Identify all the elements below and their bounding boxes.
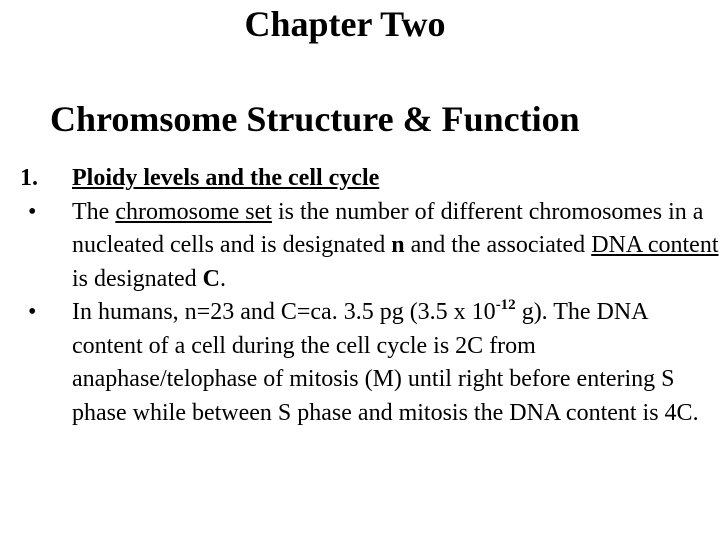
text-run: The	[72, 198, 116, 225]
text-run: In humans, n=23 and C=ca. 3.5 pg (3.5 x 10	[72, 299, 496, 325]
bullet-marker: •	[28, 198, 37, 225]
exponent: -12	[495, 297, 516, 313]
bullet-item	[0, 196, 720, 297]
section-number: 1.	[20, 165, 38, 191]
term-chromosome-set: chromosome set	[115, 198, 272, 225]
bullet-text	[72, 299, 699, 426]
text-run: and the associated	[404, 232, 592, 258]
text-run: is the number of different chromosomes in a nucleated cells and is designated	[72, 198, 704, 258]
section-heading: Ploidy levels and the cell cycle	[72, 165, 380, 191]
text-run: is designated	[72, 265, 203, 292]
text-run: .	[219, 265, 226, 292]
section-heading-row	[0, 162, 720, 196]
bullet-text	[72, 199, 719, 292]
chapter-title: Chapter Two	[244, 4, 446, 44]
symbol-c: C	[202, 265, 220, 292]
bullet-item	[0, 296, 720, 430]
slide-content	[0, 162, 720, 430]
term-dna-content: DNA content	[591, 232, 719, 258]
slide-subtitle: Chromsome Structure & Function	[50, 99, 580, 139]
bullet-marker: •	[28, 299, 37, 325]
text-run: g). The DNA content of a cell during the cell cycle is 2C from anaphase/telophase of mitosis (M) until right before entering S phase while between S phase and mitosis the DNA content is 4C.	[72, 299, 699, 426]
symbol-n: n	[391, 232, 405, 258]
